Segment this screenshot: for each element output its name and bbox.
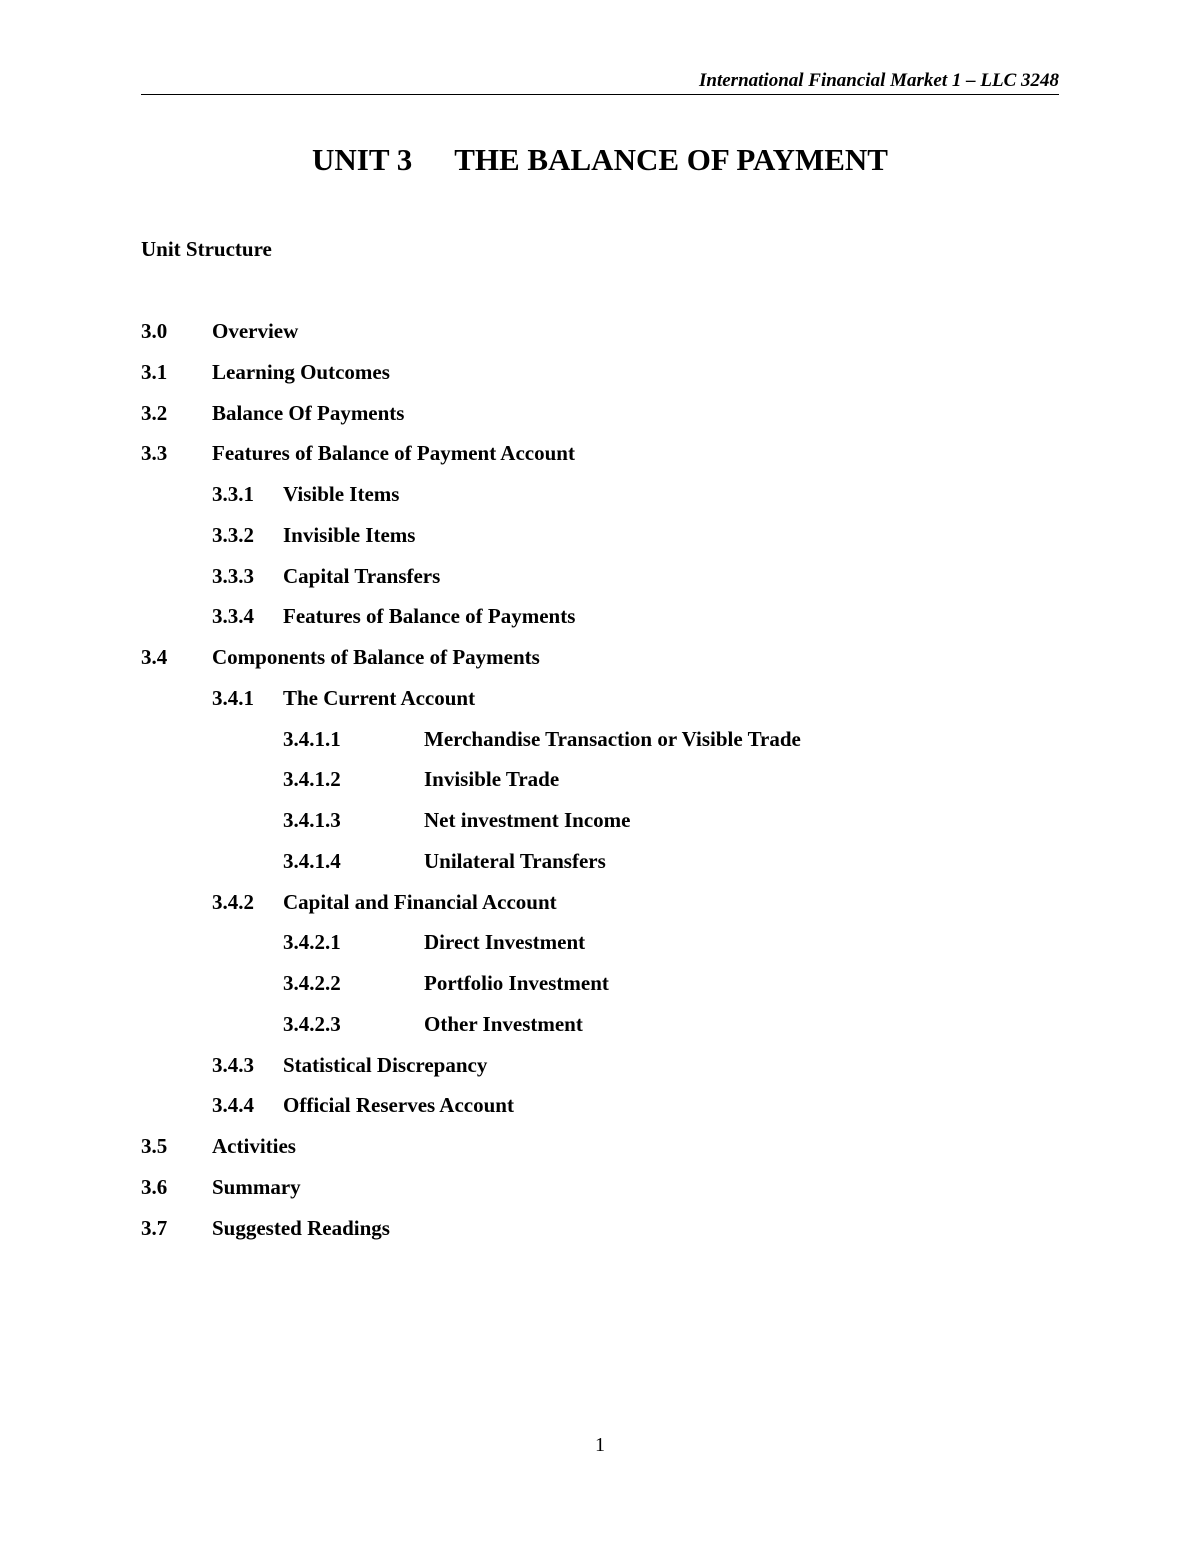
toc-item — [141, 805, 1041, 846]
toc-item-number: 3.4.2.2 — [283, 971, 341, 995]
toc-item — [141, 316, 1041, 357]
toc-item-number: 3.3.3 — [212, 563, 254, 588]
toc-item — [141, 479, 1041, 520]
toc-item-label: Balance Of Payments — [212, 400, 405, 425]
toc-item — [141, 764, 1041, 805]
toc-item-label: Visible Items — [283, 482, 400, 506]
toc-item — [141, 357, 1041, 398]
toc-item — [141, 561, 1041, 602]
toc-item-number: 3.4.3 — [212, 1052, 254, 1077]
toc-item-number: 3.4.1.4 — [283, 848, 341, 873]
unit-structure-heading: Unit Structure — [141, 237, 272, 261]
toc-item-number: 3.1 — [141, 359, 168, 384]
toc-item — [141, 438, 1041, 479]
toc-item-number: 3.4.1 — [212, 685, 254, 710]
toc-item-number: 3.4 — [141, 645, 168, 669]
toc-item-label: Features of Balance of Payment Account — [212, 441, 575, 466]
toc-item — [141, 1131, 1041, 1172]
toc-item — [141, 398, 1041, 439]
toc-item-label: The Current Account — [283, 685, 476, 710]
toc-item — [141, 1009, 1041, 1050]
toc-item-number: 3.3.2 — [212, 522, 254, 547]
toc-item-label: Official Reserves Account — [283, 1093, 514, 1118]
toc-item-number: 3.4.2.1 — [283, 930, 341, 955]
toc-item-label: Direct Investment — [424, 930, 586, 955]
toc-item-label: Overview — [212, 319, 299, 343]
toc-item-label: Features of Balance of Payments — [283, 604, 576, 629]
toc-item — [141, 887, 1041, 928]
toc-item-number: 3.4.1.1 — [283, 726, 341, 751]
toc-item-label: Unilateral Transfers — [424, 848, 606, 873]
toc-item-label: Portfolio Investment — [424, 971, 609, 995]
toc-item-label: Capital Transfers — [283, 563, 441, 588]
unit-number: UNIT 3 — [312, 142, 413, 177]
toc-item-number: 3.4.4 — [212, 1093, 254, 1118]
toc-item-label: Statistical Discrepancy — [283, 1052, 488, 1077]
unit-title — [0, 142, 1200, 178]
toc-item — [141, 1090, 1041, 1131]
toc-item — [141, 601, 1041, 642]
toc-item-label: Other Investment — [424, 1011, 583, 1036]
toc-item — [141, 1050, 1041, 1091]
toc-item-number: 3.4.1.2 — [283, 767, 341, 792]
toc-item-label: Net investment Income — [424, 808, 631, 832]
toc-item-label: Suggested Readings — [212, 1215, 390, 1240]
toc-item-number: 3.7 — [141, 1215, 168, 1240]
toc-item — [141, 724, 1041, 765]
toc-item-number: 3.5 — [141, 1134, 168, 1158]
toc-item-number: 3.0 — [141, 319, 168, 343]
toc-item — [141, 968, 1041, 1009]
toc-item-label: Invisible Items — [283, 522, 416, 547]
toc-item-number: 3.4.2 — [212, 889, 254, 914]
toc-item — [141, 642, 1041, 683]
header-rule — [141, 94, 1059, 95]
toc-item-number: 3.4.1.3 — [283, 808, 341, 832]
toc-item-number: 3.6 — [141, 1174, 168, 1199]
toc-item-number: 3.4.2.3 — [283, 1011, 341, 1036]
running-header: International Financial Market 1 – LLC 3248 — [699, 70, 1059, 91]
toc-item — [141, 927, 1041, 968]
toc-item-label: Components of Balance of Payments — [212, 645, 540, 669]
toc-item-number: 3.3.4 — [212, 604, 254, 629]
toc-item — [141, 1213, 1041, 1254]
toc-item — [141, 683, 1041, 724]
toc-item — [141, 846, 1041, 887]
page-number: 1 — [595, 1434, 605, 1456]
toc-item — [141, 1172, 1041, 1213]
unit-structure-list — [141, 316, 1041, 1253]
unit-title-text: THE BALANCE OF PAYMENT — [454, 142, 888, 177]
toc-item-number: 3.3.1 — [212, 482, 254, 506]
toc-item-label: Invisible Trade — [424, 767, 560, 792]
toc-item-label: Merchandise Transaction or Visible Trade — [424, 726, 801, 751]
toc-item-label: Capital and Financial Account — [283, 889, 557, 914]
toc-item-number: 3.2 — [141, 400, 168, 425]
toc-item — [141, 520, 1041, 561]
toc-item-label: Summary — [212, 1174, 301, 1199]
toc-item-number: 3.3 — [141, 441, 168, 466]
toc-item-label: Activities — [212, 1134, 296, 1158]
toc-item-label: Learning Outcomes — [212, 359, 390, 384]
